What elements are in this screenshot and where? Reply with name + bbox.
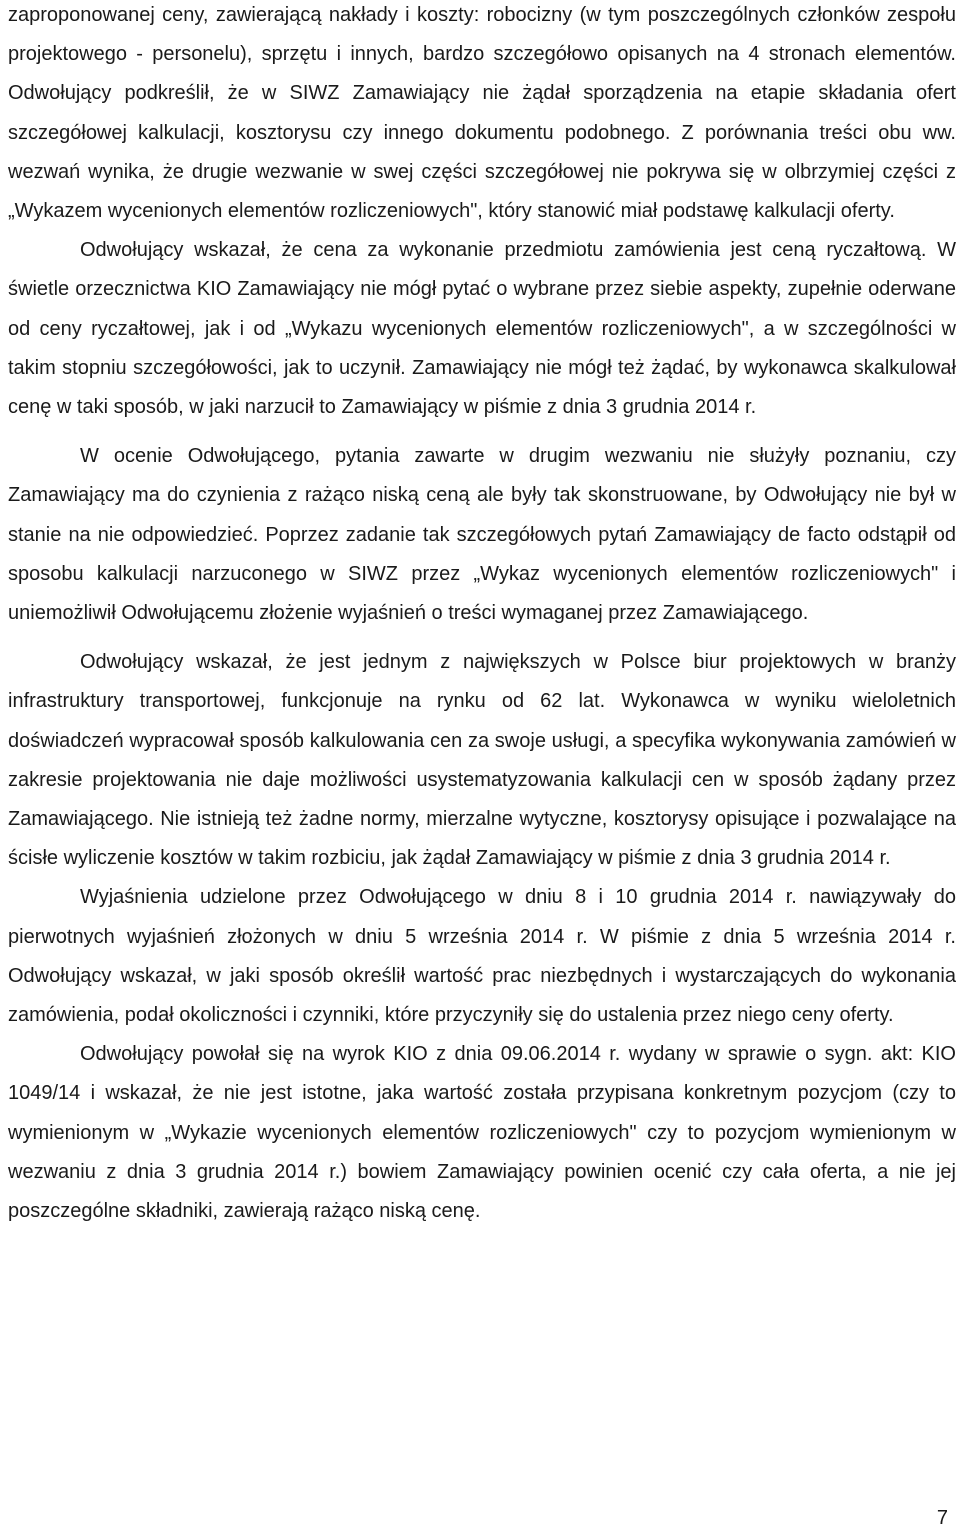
paragraph-kio-judgment: Odwołujący powołał się na wyrok KIO z dnia 09.06.2014 r. wydany w sprawie o sygn. akt: KIO 1049/14 i wskazał, że nie jest istotne, jaka wartość została przypisana konkretnym pozycjom (czy to wymienionym w „Wykazie wycenionych elementów rozliczeniowych" czy to pozycjom wymienionym w wezwaniu z dnia 3 grudnia 2014 r.) bowiem Zamawiający powinien ocenić czy cała oferta, a nie jej poszczególne składniki, zawierają rażąco niską cenę. bbox=[8, 1043, 956, 1223]
document-page bbox=[8, 0, 956, 1231]
paragraph-continuation: zaproponowanej ceny, zawierającą nakłady i koszty: robocizny (w tym poszczególnych członków zespołu projektowego - personelu), sprzętu i innych, bardzo szczegółowo opisanych na 4 stronach elementów. Odwołujący podkreślił, że w SIWZ Zamawiający nie żądał sporządzenia na etapie składania ofert szczegółowej kalkulacji, kosztorysu czy innego dokumentu podobnego. Z porównania treści obu ww. wezwań wynika, że drugie wezwanie w swej części szczegółowej nie pokrywa się w olbrzymiej części z „Wykazem wycenionych elementów rozliczeniowych", który stanowić miał podstawę kalkulacji oferty. bbox=[8, 4, 956, 223]
page-number: 7 bbox=[936, 1507, 948, 1529]
paragraph-explanations: Wyjaśnienia udzielone przez Odwołującego w dniu 8 i 10 grudnia 2014 r. nawiązywały do pierwotnych wyjaśnień złożonych w dniu 5 września 2014 r. W piśmie z dnia 5 września 2014 r. Odwołujący wskazał, w jaki sposób określił wartość prac niezbędnych i wystarczających do wykonania zamówienia, podał okoliczności i czynniki, które przyczyniły się do ustalenia przez niego ceny oferty. bbox=[8, 886, 956, 1027]
paragraph-design-office: Odwołujący wskazał, że jest jednym z największych w Polsce biur projektowych w branży infrastruktury transportowej, funkcjonuje na rynku od 62 lat. Wykonawca w wyniku wieloletnich doświadczeń wypracował sposób kalkulowania cen za swoje usługi, a specyfika wykonywania zamówień w zakresie projektowania nie daje możliwości usystematyzowania kalkulacji cen w sposób żądany przez Zamawiającego. Nie istnieją też żadne normy, mierzalne wytyczne, kosztorysy opisujące i pozwalające na ścisłe wyliczenie kosztów w takim rozbiciu, jak żądał Zamawiający w piśmie z dnia 3 grudnia 2014 r. bbox=[8, 651, 956, 870]
paragraph-second-summons: W ocenie Odwołującego, pytania zawarte w drugim wezwaniu nie służyły poznaniu, czy Zamawiający ma do czynienia z rażąco niską ceną ale były tak skonstruowane, by Odwołujący nie był w stanie na nie odpowiedzieć. Poprzez zadanie tak szczegółowych pytań Zamawiający de facto odstąpił od sposobu kalkulacji narzuconego w SIWZ przez „Wykaz wycenionych elementów rozliczeniowych" i uniemożliwił Odwołującemu złożenie wyjaśnień o treści wymaganej przez Zamawiającego. bbox=[8, 445, 956, 625]
paragraph-lump-sum-price: Odwołujący wskazał, że cena za wykonanie przedmiotu zamówienia jest ceną ryczałtową. W świetle orzecznictwa KIO Zamawiający nie mógł pytać o wybrane przez siebie aspekty, zupełnie oderwane od ceny ryczałtowej, jak i od „Wykazu wycenionych elementów rozliczeniowych", a w szczególności w takim stopniu szczegółowości, jak to uczynił. Zamawiający nie mógł też żądać, by wykonawca skalkulował cenę w taki sposób, w jaki narzucił to Zamawiający w piśmie z dnia 3 grudnia 2014 r. bbox=[8, 239, 956, 419]
